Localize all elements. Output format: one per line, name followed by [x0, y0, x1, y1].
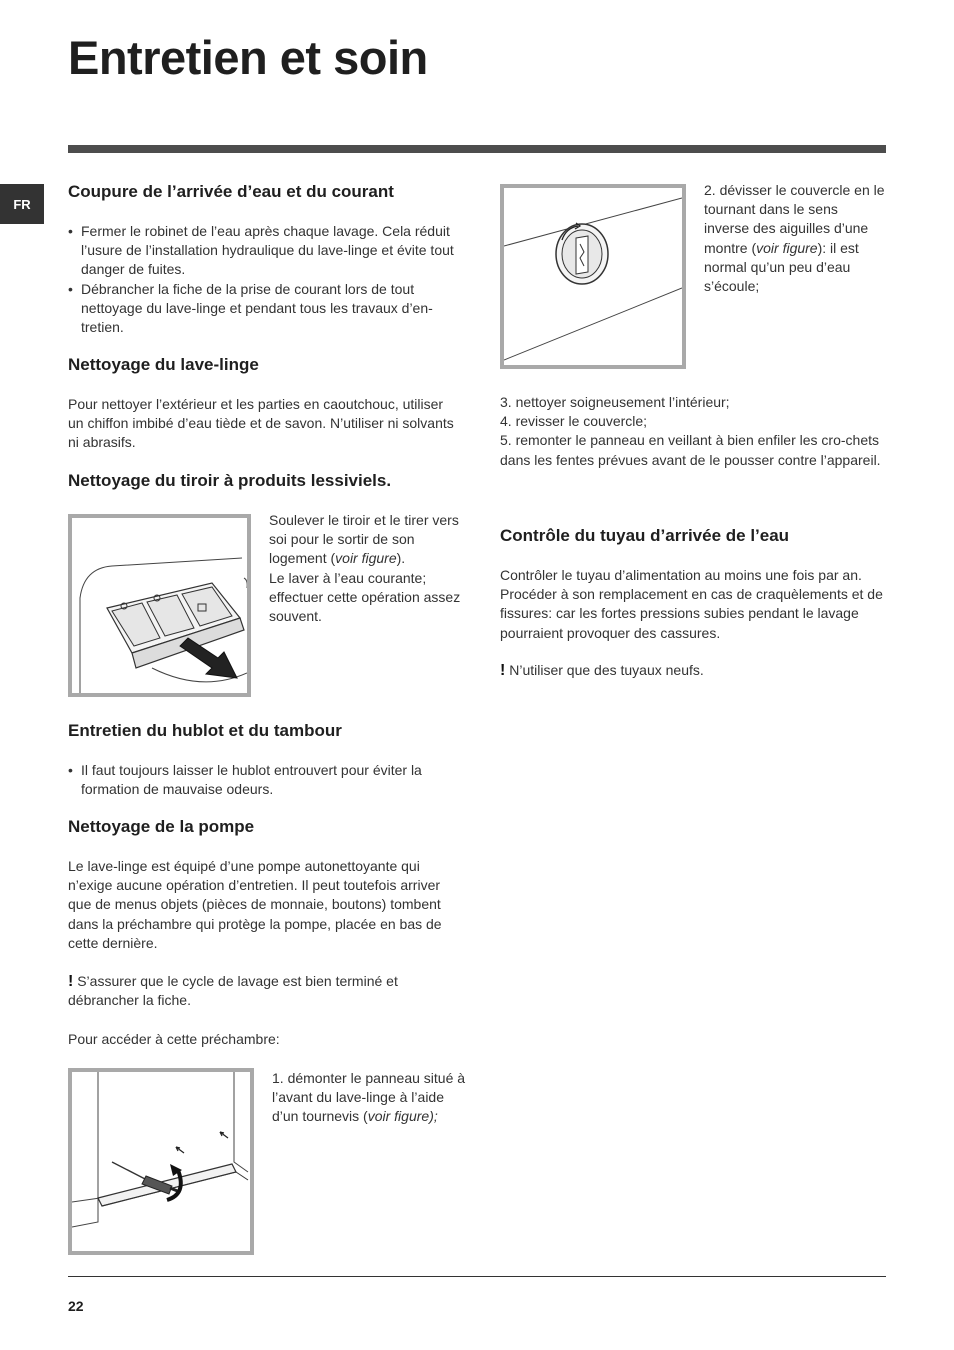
hose-warning: [500, 661, 886, 680]
heading-pump: Nettoyage de la pompe: [68, 817, 255, 836]
drawer-text-c: Le laver à l’eau courante; effectuer cette opération assez souvent.: [269, 569, 461, 625]
list-item: • Débrancher la fiche de la prise de courant lors de tout nettoyage du lave-linge et pendant tous les travaux d’en-tretien.: [68, 280, 460, 338]
language-tab: FR: [0, 184, 44, 224]
pump-step-2: [704, 181, 886, 296]
hose-text: Contrôler le tuyau d’alimentation au moins une fois par an. Procéder à son remplacement en cas de craquèlements et de fissures: car les fortes pressions subies pendant le lavage pourraient provoquer des cassures.: [500, 567, 883, 641]
pump-step-3: 3. nettoyer soigneusement l’intérieur;: [500, 394, 730, 410]
warning-icon: !: [500, 662, 506, 679]
door-drum-list: [68, 761, 460, 799]
step2-text-b: ): il est normal qu’un peu d’eau s’écoule;: [704, 239, 859, 295]
page-title: Entretien et soin: [68, 31, 428, 84]
heading-door-drum: Entretien du hublot et du tambour: [68, 721, 342, 740]
bottom-rule: [68, 1276, 886, 1277]
water-power-list: [68, 222, 460, 337]
pump-warning: [68, 972, 460, 1010]
drawer-text-italic: voir figure: [335, 550, 397, 567]
top-rule: [68, 145, 886, 153]
step1-text-a: 1. démonter le panneau situé à l’avant du lave-linge à l’aide d’un tournevis (: [272, 1070, 466, 1125]
heading-hose: Contrôle du tuyau d’arrivée de l’eau: [500, 526, 790, 545]
pump-steps-rest: [500, 393, 886, 470]
drawer-text-a: Soulever le tiroir et le tirer vers soi pour le sortir de son logement (: [269, 512, 459, 567]
panel-screwdriver-illustration: [72, 1072, 250, 1251]
step1-text-b: );: [429, 1108, 438, 1125]
list-item: • Il faut toujours laisser le hublot entrouvert pour éviter la formation de mauvaise odeurs.: [68, 761, 460, 799]
drawer-text-b: ).: [396, 550, 406, 567]
pump-cover-illustration: [504, 188, 682, 365]
drawer-figure: [68, 514, 251, 697]
heading-water-power: Coupure de l’arrivée d’eau et du courant: [68, 182, 394, 201]
pump-step-1: [272, 1069, 467, 1127]
step1-text-italic: voir figure: [367, 1108, 430, 1125]
page-number: 22: [68, 1298, 84, 1314]
pump-step-4: 4. revisser le couvercle;: [500, 413, 648, 430]
detergent-drawer-illustration: [72, 518, 247, 693]
warning-icon: !: [68, 973, 74, 990]
panel-figure: [68, 1068, 254, 1255]
drawer-cleaning-text: [269, 511, 469, 626]
pump-access-text: Pour accéder à cette préchambre:: [68, 1031, 280, 1047]
list-item: • Fermer le robinet de l’eau après chaque lavage. Cela réduit l’usure de l’installation hydraulique du lave-linge et évite tout danger de fuites.: [68, 222, 460, 280]
hose-warning-text: N’utiliser que des tuyaux neufs.: [509, 662, 704, 678]
pump-text: Le lave-linge est équipé d’une pompe autonettoyante qui n’exige aucune opération d’entretien. Il peut toutefois arriver que de menus objets (pièces de monnaie, boutons) tombent dans la préchambre qui protège la pompe, placée en bas de cette dernière.: [68, 858, 442, 951]
machine-cleaning-text: Pour nettoyer l’extérieur et les parties en caoutchouc, utiliser un chiffon imbibé d’eau tiède et de savon. N’utiliser ni solvants ni abrasifs.: [68, 396, 454, 451]
step2-text-italic: voir figure: [756, 239, 818, 256]
pump-warning-text: S’assurer que le cycle de lavage est bien terminé et débrancher la fiche.: [68, 973, 398, 1009]
step2-text-a: 2. dévisser le couvercle en le tournant dans le sens inverse des aiguilles d’une montre (: [704, 182, 885, 256]
pump-step-5: 5. remonter le panneau en veillant à bien enfiler les cro-chets dans les fentes prévues avant de le pousser contre l’appareil.: [500, 432, 881, 468]
heading-drawer-cleaning: Nettoyage du tiroir à produits lessiviels.: [68, 471, 392, 490]
heading-machine-cleaning: Nettoyage du lave-linge: [68, 355, 259, 374]
pump-cover-figure: [500, 184, 686, 369]
